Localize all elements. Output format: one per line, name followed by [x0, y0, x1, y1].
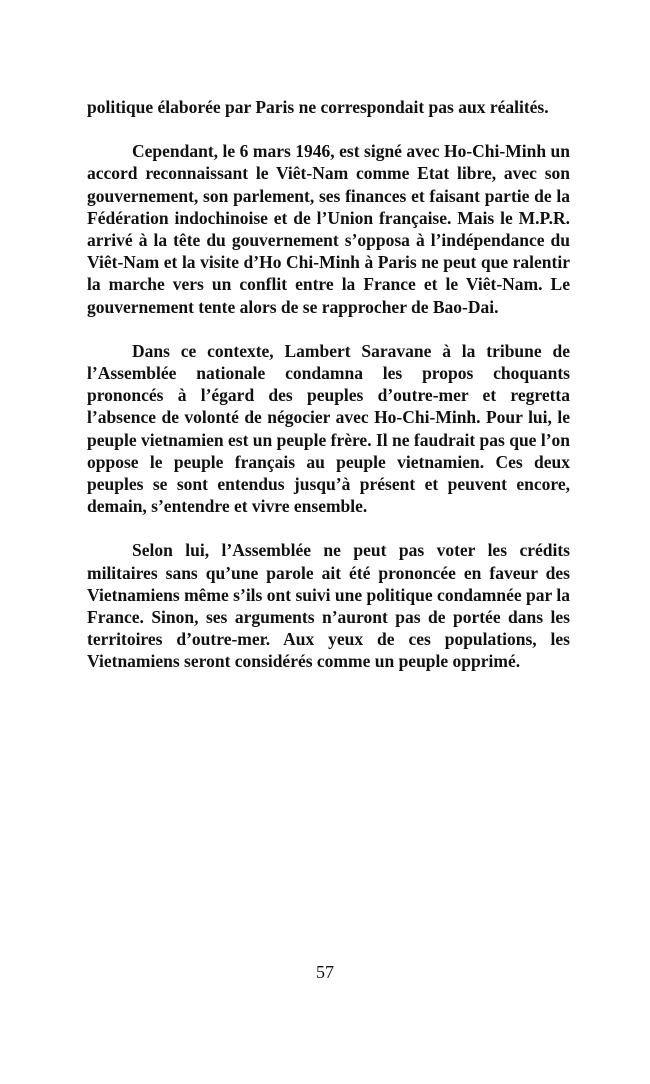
paragraph-saravane-tribune: Dans ce contexte, Lambert Saravane à la tribune de l’Assemblée nationale condamna les propos choquants prononcés à l’égard des peuples d’outre-mer et regretta l’absence de volonté de négocier avec Ho-Chi-Minh. Pour lui, le peuple vietnamien est un peuple frère. Il ne faudrait pas que l’on oppose le peuple français au peuple vietnamien. Ces deux peuples se sont entendus jusqu’à présent et peuvent encore, demain, s’entendre et vivre ensemble.: [87, 340, 570, 517]
paragraph-accord-1946: Cependant, le 6 mars 1946, est signé avec Ho-Chi-Minh un accord reconnaissant le Viêt-Nam comme Etat libre, avec son gouvernement, son parlement, ses finances et faisant partie de la Fédération indochinoise et de l’Union française. Mais le M.P.R. arrivé à la tête du gouvernement s’opposa à l’indépendance du Viêt-Nam et la visite d’Ho Chi-Minh à Paris ne peut que ralentir la marche vers un conflit entre la France et le Viêt-Nam. Le gouvernement tente alors de se rapprocher de Bao-Dai.: [87, 141, 570, 317]
paragraph-credits-militaires: Selon lui, l’Assemblée ne peut pas voter les crédits militaires sans qu’une parole ait été prononcée en faveur des Vietnamiens même s’ils ont suivi une politique condamnée par la France. Sinon, ses arguments n’auront pas de portée dans les territoires d’outre-mer. Aux yeux de ces populations, les Vietnamiens seront considérés comme un peuple opprimé.: [87, 540, 570, 672]
page-body: [87, 96, 570, 673]
page-number: 57: [316, 962, 334, 982]
paragraph-continuation: politique élaborée par Paris ne correspondait pas aux réalités.: [87, 97, 549, 117]
